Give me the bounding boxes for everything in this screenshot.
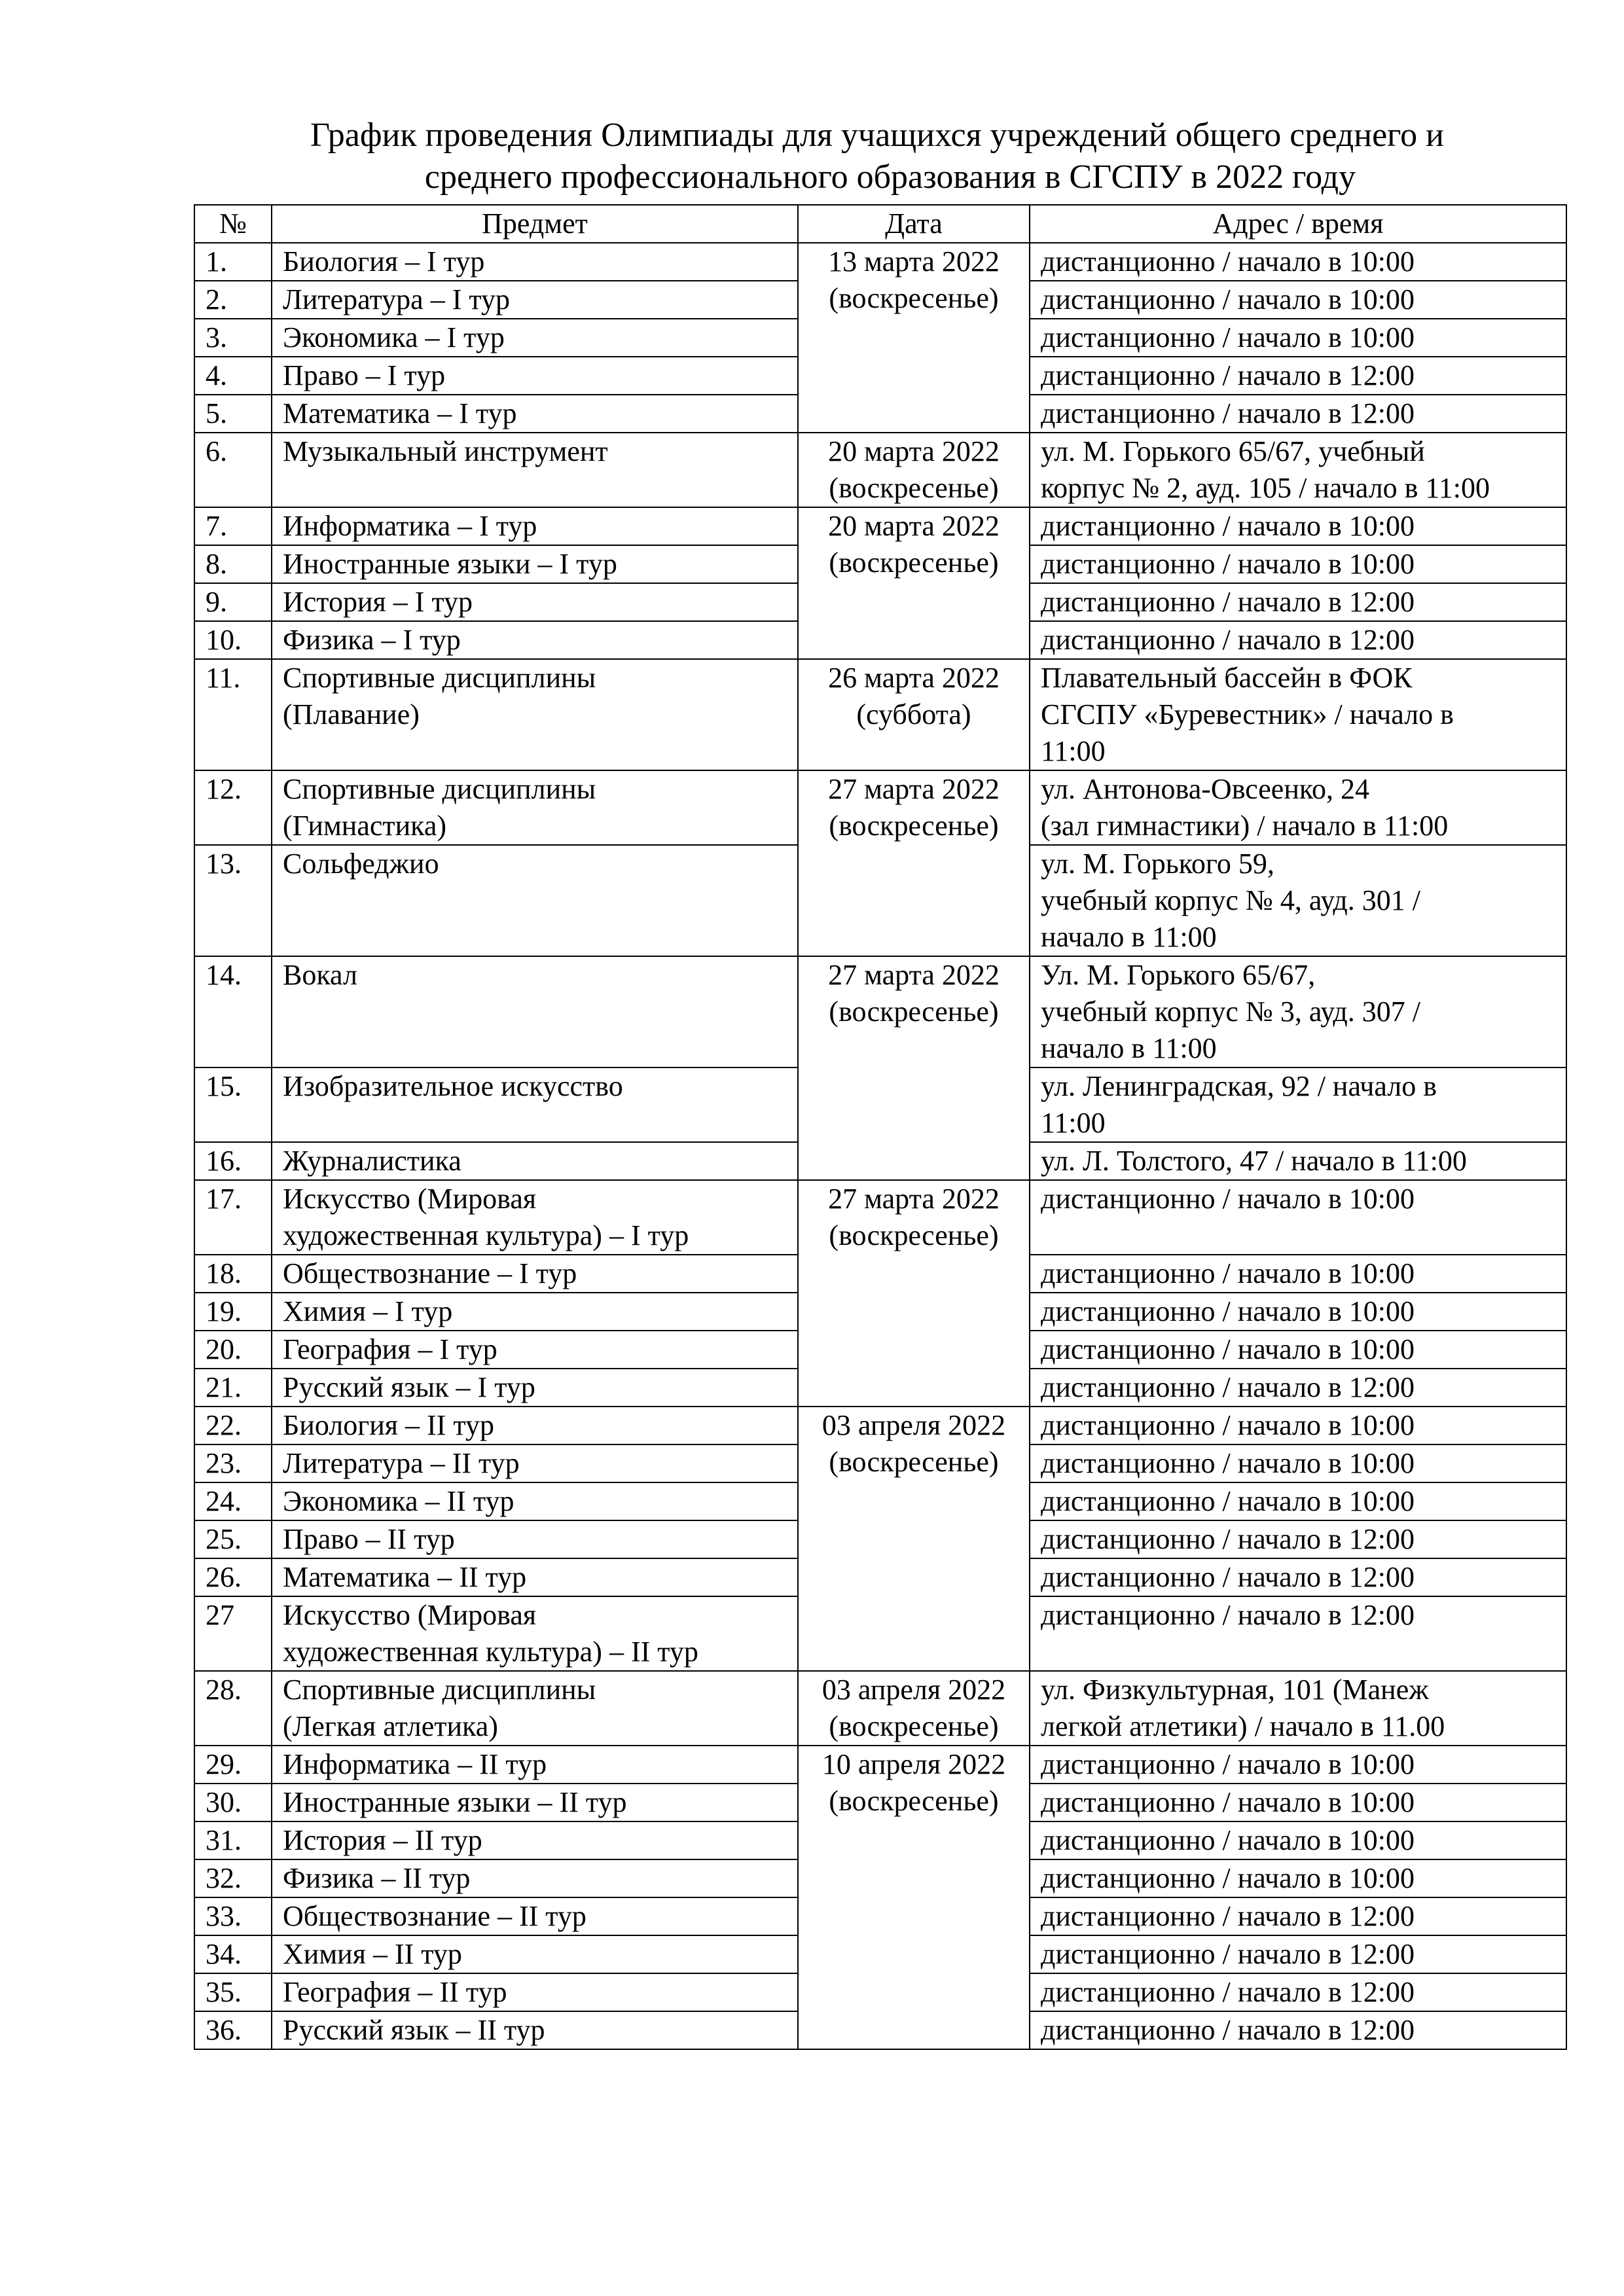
page-title bbox=[190, 115, 1564, 198]
row-number: 5. bbox=[194, 395, 272, 433]
table-header-row bbox=[194, 205, 1566, 243]
row-number: 27 bbox=[194, 1596, 272, 1671]
row-number: 32. bbox=[194, 1859, 272, 1897]
address-time-cell: дистанционно / начало в 12:00 bbox=[1030, 621, 1566, 659]
address-time-cell: ул. Л. Толстого, 47 / начало в 11:00 bbox=[1030, 1142, 1566, 1180]
address-time-cell: дистанционно / начало в 10:00 bbox=[1030, 1482, 1566, 1520]
address-time-cell: дистанционно / начало в 10:00 bbox=[1030, 1407, 1566, 1444]
table-row bbox=[194, 1407, 1566, 1444]
subject-cell: Химия – II тур bbox=[272, 1935, 798, 1973]
address-time-cell: дистанционно / начало в 12:00 bbox=[1030, 583, 1566, 621]
row-number: 14. bbox=[194, 956, 272, 1067]
row-number: 30. bbox=[194, 1784, 272, 1821]
address-time-cell: дистанционно / начало в 12:00 bbox=[1030, 1369, 1566, 1407]
subject-cell: Сольфеджио bbox=[272, 845, 798, 956]
row-number: 4. bbox=[194, 357, 272, 395]
address-time-cell: ул. Физкультурная, 101 (Манеж легкой атлетики) / начало в 11.00 bbox=[1030, 1671, 1566, 1746]
address-time-cell: Плавательный бассейн в ФОК СГСПУ «Буревестник» / начало в 11:00 bbox=[1030, 659, 1566, 770]
address-time-cell: дистанционно / начало в 12:00 bbox=[1030, 1935, 1566, 1973]
subject-cell: Литература – II тур bbox=[272, 1444, 798, 1482]
row-number: 33. bbox=[194, 1897, 272, 1935]
subject-cell: География – II тур bbox=[272, 1973, 798, 2011]
row-number: 26. bbox=[194, 1558, 272, 1596]
address-time-cell: дистанционно / начало в 10:00 bbox=[1030, 1859, 1566, 1897]
row-number: 22. bbox=[194, 1407, 272, 1444]
row-number: 1. bbox=[194, 243, 272, 281]
row-number: 25. bbox=[194, 1520, 272, 1558]
subject-cell: Искусство (Мировая художественная культура) – I тур bbox=[272, 1180, 798, 1255]
date-cell: 03 апреля 2022 (воскресенье) bbox=[798, 1407, 1030, 1671]
address-time-cell: дистанционно / начало в 10:00 bbox=[1030, 243, 1566, 281]
row-number: 36. bbox=[194, 2011, 272, 2049]
table-row bbox=[194, 433, 1566, 507]
date-cell: 27 марта 2022 (воскресенье) bbox=[798, 770, 1030, 956]
address-time-cell: дистанционно / начало в 12:00 bbox=[1030, 1520, 1566, 1558]
subject-cell: Спортивные дисциплины (Гимнастика) bbox=[272, 770, 798, 845]
column-header-subject: Предмет bbox=[272, 205, 798, 243]
subject-cell: Биология – II тур bbox=[272, 1407, 798, 1444]
subject-cell: Изобразительное искусство bbox=[272, 1067, 798, 1142]
address-time-cell: дистанционно / начало в 12:00 bbox=[1030, 2011, 1566, 2049]
subject-cell: Право – I тур bbox=[272, 357, 798, 395]
subject-cell: Математика – II тур bbox=[272, 1558, 798, 1596]
address-time-cell: ул. Антонова-Овсеенко, 24 (зал гимнастики) / начало в 11:00 bbox=[1030, 770, 1566, 845]
table-row bbox=[194, 1671, 1566, 1746]
subject-cell: Физика – I тур bbox=[272, 621, 798, 659]
date-cell: 27 марта 2022 (воскресенье) bbox=[798, 956, 1030, 1180]
subject-cell: Обществознание – I тур bbox=[272, 1255, 798, 1293]
row-number: 15. bbox=[194, 1067, 272, 1142]
table-row bbox=[194, 1180, 1566, 1255]
table-row bbox=[194, 243, 1566, 281]
subject-cell: География – I тур bbox=[272, 1331, 798, 1369]
row-number: 9. bbox=[194, 583, 272, 621]
row-number: 18. bbox=[194, 1255, 272, 1293]
address-time-cell: дистанционно / начало в 10:00 bbox=[1030, 1821, 1566, 1859]
subject-cell: Литература – I тур bbox=[272, 281, 798, 319]
address-time-cell: ул. М. Горького 65/67, учебный корпус № 2, ауд. 105 / начало в 11:00 bbox=[1030, 433, 1566, 507]
subject-cell: История – I тур bbox=[272, 583, 798, 621]
row-number: 24. bbox=[194, 1482, 272, 1520]
row-number: 34. bbox=[194, 1935, 272, 1973]
row-number: 7. bbox=[194, 507, 272, 545]
address-time-cell: дистанционно / начало в 10:00 bbox=[1030, 545, 1566, 583]
subject-cell: Иностранные языки – II тур bbox=[272, 1784, 798, 1821]
address-time-cell: дистанционно / начало в 10:00 bbox=[1030, 1746, 1566, 1784]
schedule-table bbox=[194, 204, 1567, 2050]
date-cell: 20 марта 2022 (воскресенье) bbox=[798, 507, 1030, 659]
subject-cell: Экономика – I тур bbox=[272, 319, 798, 357]
title-line-1: График проведения Олимпиады для учащихся учреждений общего среднего и bbox=[310, 117, 1445, 154]
subject-cell: Информатика – II тур bbox=[272, 1746, 798, 1784]
table-row bbox=[194, 770, 1566, 845]
subject-cell: Биология – I тур bbox=[272, 243, 798, 281]
address-time-cell: ул. М. Горького 59, учебный корпус № 4, ауд. 301 / начало в 11:00 bbox=[1030, 845, 1566, 956]
address-time-cell: Ул. М. Горького 65/67, учебный корпус № 3, ауд. 307 / начало в 11:00 bbox=[1030, 956, 1566, 1067]
subject-cell: Музыкальный инструмент bbox=[272, 433, 798, 507]
row-number: 10. bbox=[194, 621, 272, 659]
column-header-address: Адрес / время bbox=[1030, 205, 1566, 243]
title-line-2: среднего профессионального образования в СГСПУ в 2022 году bbox=[424, 158, 1356, 196]
date-cell: 10 апреля 2022 (воскресенье) bbox=[798, 1746, 1030, 2049]
subject-cell: Иностранные языки – I тур bbox=[272, 545, 798, 583]
row-number: 20. bbox=[194, 1331, 272, 1369]
address-time-cell: дистанционно / начало в 10:00 bbox=[1030, 281, 1566, 319]
subject-cell: Математика – I тур bbox=[272, 395, 798, 433]
address-time-cell: ул. Ленинградская, 92 / начало в 11:00 bbox=[1030, 1067, 1566, 1142]
address-time-cell: дистанционно / начало в 12:00 bbox=[1030, 1558, 1566, 1596]
subject-cell: Экономика – II тур bbox=[272, 1482, 798, 1520]
row-number: 16. bbox=[194, 1142, 272, 1180]
address-time-cell: дистанционно / начало в 10:00 bbox=[1030, 319, 1566, 357]
row-number: 3. bbox=[194, 319, 272, 357]
address-time-cell: дистанционно / начало в 10:00 bbox=[1030, 1784, 1566, 1821]
subject-cell: Спортивные дисциплины (Легкая атлетика) bbox=[272, 1671, 798, 1746]
table-row bbox=[194, 1746, 1566, 1784]
date-cell: 13 марта 2022 (воскресенье) bbox=[798, 243, 1030, 433]
address-time-cell: дистанционно / начало в 12:00 bbox=[1030, 357, 1566, 395]
schedule-rows bbox=[194, 243, 1566, 2049]
row-number: 35. bbox=[194, 1973, 272, 2011]
subject-cell: Обществознание – II тур bbox=[272, 1897, 798, 1935]
date-cell: 03 апреля 2022 (воскресенье) bbox=[798, 1671, 1030, 1746]
subject-cell: Спортивные дисциплины (Плавание) bbox=[272, 659, 798, 770]
address-time-cell: дистанционно / начало в 10:00 bbox=[1030, 507, 1566, 545]
row-number: 8. bbox=[194, 545, 272, 583]
row-number: 2. bbox=[194, 281, 272, 319]
row-number: 31. bbox=[194, 1821, 272, 1859]
table-row bbox=[194, 956, 1566, 1067]
address-time-cell: дистанционно / начало в 10:00 bbox=[1030, 1255, 1566, 1293]
row-number: 13. bbox=[194, 845, 272, 956]
row-number: 21. bbox=[194, 1369, 272, 1407]
date-cell: 27 марта 2022 (воскресенье) bbox=[798, 1180, 1030, 1407]
row-number: 29. bbox=[194, 1746, 272, 1784]
subject-cell: Информатика – I тур bbox=[272, 507, 798, 545]
table-row bbox=[194, 507, 1566, 545]
column-header-number: № bbox=[194, 205, 272, 243]
row-number: 12. bbox=[194, 770, 272, 845]
row-number: 19. bbox=[194, 1293, 272, 1331]
subject-cell: Право – II тур bbox=[272, 1520, 798, 1558]
subject-cell: Русский язык – II тур bbox=[272, 2011, 798, 2049]
address-time-cell: дистанционно / начало в 12:00 bbox=[1030, 1973, 1566, 2011]
row-number: 23. bbox=[194, 1444, 272, 1482]
date-cell: 26 марта 2022 (суббота) bbox=[798, 659, 1030, 770]
row-number: 6. bbox=[194, 433, 272, 507]
address-time-cell: дистанционно / начало в 10:00 bbox=[1030, 1331, 1566, 1369]
address-time-cell: дистанционно / начало в 10:00 bbox=[1030, 1444, 1566, 1482]
address-time-cell: дистанционно / начало в 10:00 bbox=[1030, 1180, 1566, 1255]
column-header-date: Дата bbox=[798, 205, 1030, 243]
address-time-cell: дистанционно / начало в 10:00 bbox=[1030, 1293, 1566, 1331]
date-cell: 20 марта 2022 (воскресенье) bbox=[798, 433, 1030, 507]
subject-cell: Искусство (Мировая художественная культура) – II тур bbox=[272, 1596, 798, 1671]
subject-cell: Физика – II тур bbox=[272, 1859, 798, 1897]
subject-cell: Химия – I тур bbox=[272, 1293, 798, 1331]
address-time-cell: дистанционно / начало в 12:00 bbox=[1030, 395, 1566, 433]
table-row bbox=[194, 659, 1566, 770]
subject-cell: Русский язык – I тур bbox=[272, 1369, 798, 1407]
row-number: 11. bbox=[194, 659, 272, 770]
subject-cell: История – II тур bbox=[272, 1821, 798, 1859]
subject-cell: Журналистика bbox=[272, 1142, 798, 1180]
row-number: 17. bbox=[194, 1180, 272, 1255]
row-number: 28. bbox=[194, 1671, 272, 1746]
address-time-cell: дистанционно / начало в 12:00 bbox=[1030, 1596, 1566, 1671]
subject-cell: Вокал bbox=[272, 956, 798, 1067]
address-time-cell: дистанционно / начало в 12:00 bbox=[1030, 1897, 1566, 1935]
